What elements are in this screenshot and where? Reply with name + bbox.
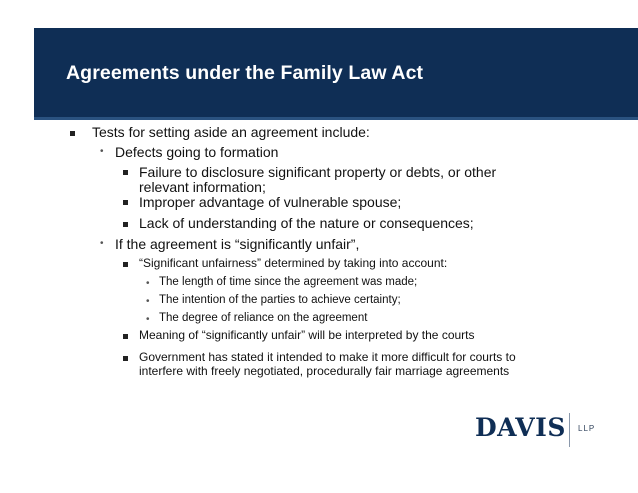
bullet-meaning-unfair: Meaning of “significantly unfair” will be interpreted by the courts	[139, 328, 475, 342]
bullet-defects: Defects going to formation	[115, 144, 279, 160]
bullet-square-icon	[123, 170, 128, 175]
logo-wordmark: DAVIS	[475, 413, 566, 442]
bullet-improper-advantage: Improper advantage of vulnerable spouse;	[139, 194, 402, 210]
bullet-significantly-unfair: If the agreement is “significantly unfair”,	[115, 236, 360, 252]
bullet-tests: Tests for setting aside an agreement include:	[92, 124, 370, 140]
title-band	[34, 28, 638, 120]
bullet-square-icon	[123, 334, 128, 339]
slide-title: Agreements under the Family Law Act	[66, 62, 424, 84]
bullet-square-icon	[123, 222, 128, 227]
bullet-failure-line1: Failure to disclosure significant property or debts, or other	[139, 164, 497, 180]
logo-suffix: LLP	[578, 424, 596, 433]
bullet-square-icon	[123, 356, 128, 361]
bullet-dot-icon: •	[146, 314, 150, 325]
bullet-lack-understanding: Lack of understanding of the nature or consequences;	[139, 215, 474, 231]
bullet-dot-icon: •	[100, 146, 104, 157]
bullet-intention-parties: The intention of the parties to achieve certainty;	[159, 294, 401, 306]
davis-logo	[475, 413, 605, 443]
bullet-length-of-time: The length of time since the agreement was made;	[159, 276, 418, 288]
bullet-degree-reliance: The degree of reliance on the agreement	[159, 312, 368, 324]
bullet-square-icon	[70, 131, 75, 136]
bullet-square-icon	[123, 200, 128, 205]
bullet-dot-icon: •	[146, 278, 150, 289]
bullet-government-line2: interfere with freely negotiated, procedurally fair marriage agreements	[139, 364, 510, 378]
bullet-square-icon	[123, 262, 128, 267]
bullet-dot-icon: •	[100, 238, 104, 249]
bullet-government-line1: Government has stated it intended to make it more difficult for courts to	[139, 350, 516, 364]
bullet-significant-unfairness: “Significant unfairness” determined by taking into account:	[139, 256, 448, 270]
bullet-failure-line2: relevant information;	[139, 179, 266, 195]
logo-divider	[569, 413, 570, 447]
bullet-dot-icon: •	[146, 296, 150, 307]
